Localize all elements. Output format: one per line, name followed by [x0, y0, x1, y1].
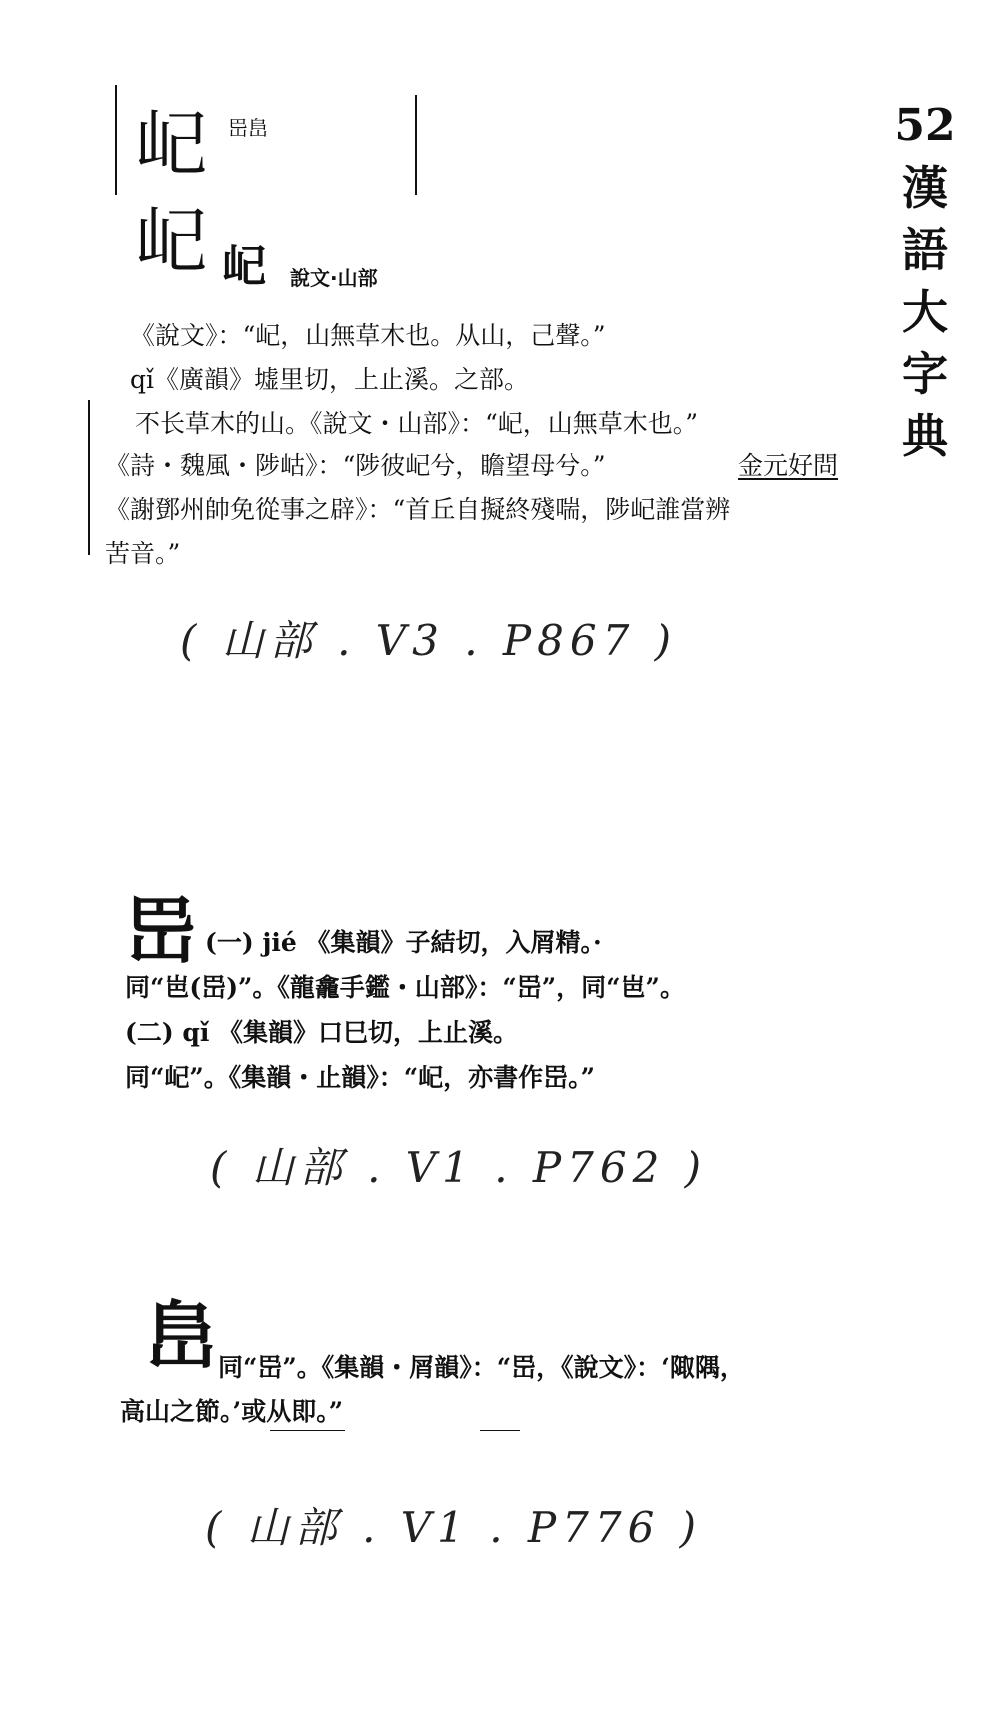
entry3-line: 同“岊”。《集韻・屑韻》：“岊，《說文》：‘陬隅，	[218, 1353, 745, 1382]
entry1-head-char: 屺	[135, 102, 206, 186]
entry1-head-char-2: 屺	[135, 199, 206, 283]
entry1-line: qǐ《廣韻》墟里切，上止溪。之部。	[130, 365, 530, 394]
short-rule	[480, 1430, 520, 1431]
entry1-line: 不长草木的山。《說文・山部》：“屺，山無草木也。”	[135, 409, 699, 438]
entry1-source-label: 說文·山部	[290, 266, 378, 290]
entry3-line: 高山之節。’或从即。”	[120, 1397, 344, 1426]
short-rule	[270, 1430, 345, 1431]
entry2-line: (二) qǐ 《集韻》口巳切，上止溪。	[125, 1018, 519, 1047]
divider-left	[115, 85, 117, 195]
title-char: 典	[902, 409, 948, 463]
volume-number: 52	[894, 100, 956, 151]
entry3-head-char: 峊	[145, 1293, 216, 1378]
title-char: 漢	[902, 161, 948, 215]
entry1-handwritten-note: ( 山部 . V3 . P867 )	[180, 616, 678, 665]
entry2-line: (一) jié 《集韻》子結切，入屑精。·	[205, 928, 602, 957]
entry2-line: 同“屺”。《集韻・止韻》：“屺，亦書作岊。”	[125, 1063, 596, 1092]
dictionary-title	[890, 95, 960, 467]
divider-right	[415, 95, 417, 195]
entry2-line: 同“岜(岊)”。《龍龕手鑑・山部》：“岊”，同“岜”。	[125, 973, 685, 1002]
title-char: 字	[902, 347, 948, 401]
title-char: 大	[902, 285, 948, 339]
entry2-handwritten-note: ( 山部 . V1 . P762 )	[210, 1143, 708, 1192]
entry3-handwritten-note: ( 山部 . V1 . P776 )	[205, 1503, 703, 1552]
title-char: 語	[902, 223, 948, 277]
entry1-line: 《說文》：“屺，山無草木也。从山，己聲。”	[130, 321, 606, 350]
entry1-line: 《謝鄧州帥免從事之辟》：“首丘自擬終殘喘，陟屺誰當辨	[105, 495, 731, 524]
entry1-variant-small: 岊峊	[228, 116, 268, 140]
margin-mark	[88, 400, 90, 555]
entry1-line: 《詩・魏風・陟岵》：“陟彼屺兮，瞻望母兮。”	[105, 451, 606, 480]
entry1-line: 苦音。”	[105, 539, 181, 568]
entry1-line-author: 金元好問	[738, 451, 839, 480]
entry2-head-char: 岊	[125, 888, 196, 973]
entry1-seal-char: 屺	[222, 241, 266, 292]
